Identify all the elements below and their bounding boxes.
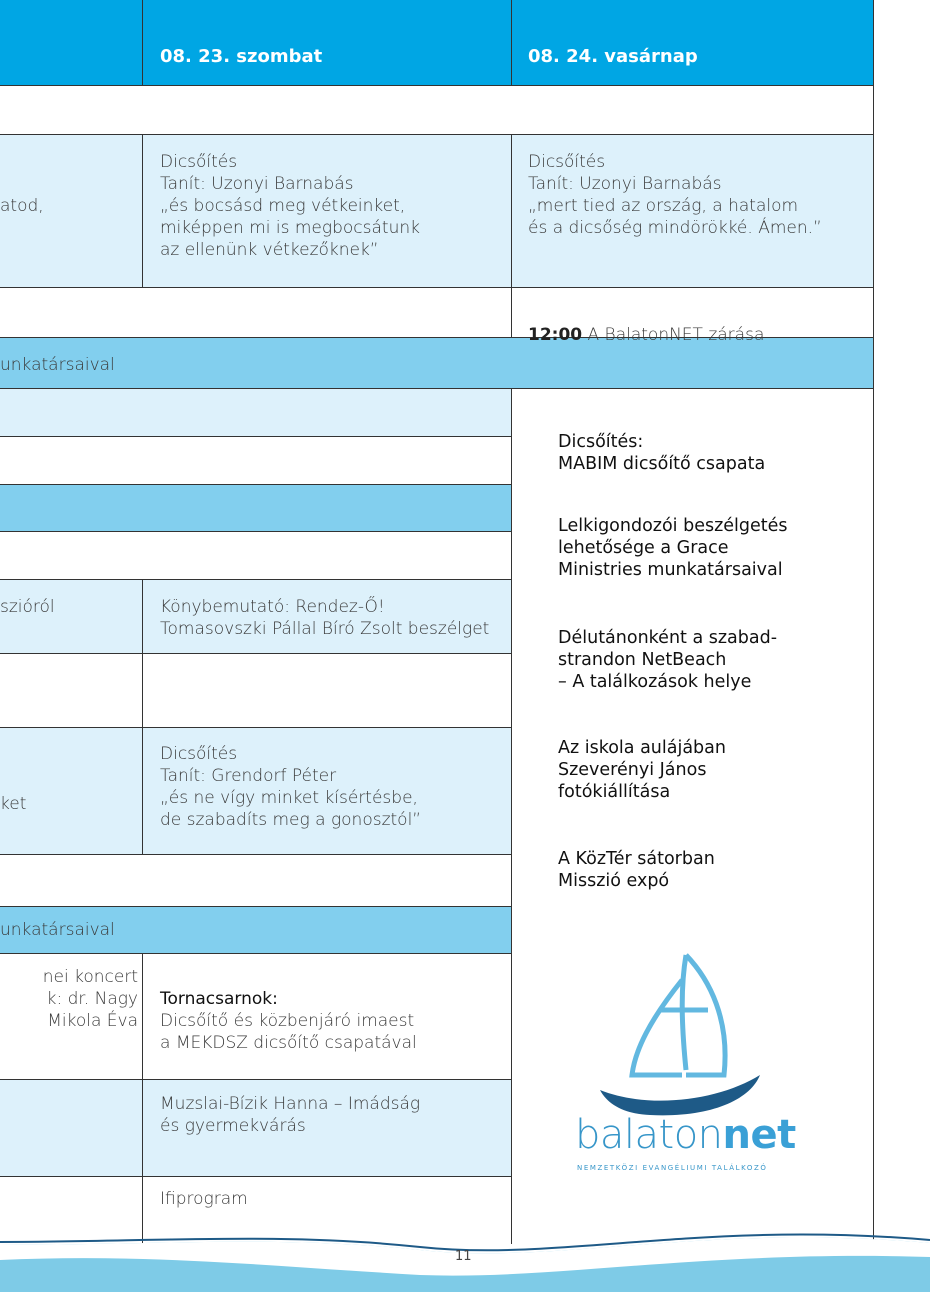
logo-tagline: NEMZETKÖZI EVANGÉLIUMI TALÁLKOZÓ <box>577 1164 768 1172</box>
sidebar-block-counseling: Lelkigondozói beszélgetés lehetősége a Grace Ministries munkatársaival <box>558 516 788 580</box>
closing-time: 12:00 <box>528 325 583 345</box>
band2-fragment: unkatársaival <box>0 920 115 940</box>
row-white-c <box>0 653 512 727</box>
balatonnet-wordmark <box>575 1112 796 1158</box>
prayer-saturday-text: Muzslai-Bízik Hanna – Imádság és gyermekvárás <box>160 1094 421 1136</box>
hall-description: Dicsőítő és közbenjáró imaest a MEKDSZ dicsőítő csapatával <box>160 1011 417 1053</box>
worship-left-fragment: atod, <box>0 196 44 216</box>
band-row-short <box>0 484 512 531</box>
hall-saturday-text <box>160 966 505 1076</box>
wordmark-net: net <box>722 1112 796 1158</box>
sidebar-block-expo: A KözTér sátorban Misszió expó <box>558 849 715 891</box>
row-light-a <box>0 388 512 436</box>
column-header-sunday: 08. 24. vasárnap <box>528 46 698 67</box>
hall-title: Tornacsarnok: <box>160 989 278 1009</box>
worship2-left-fragment: ket <box>0 794 27 814</box>
row-white-a <box>0 436 512 484</box>
schedule-header <box>0 0 874 85</box>
row-white-b <box>0 531 512 579</box>
band1-fragment: unkatársaival <box>0 355 115 375</box>
book-left-fragment: szióról <box>0 597 55 617</box>
closing-text <box>528 302 764 346</box>
worship2-saturday-text: Dicsőítés Tanít: Grendorf Péter „és ne vígy minket kísértésbe, de szabadíts meg a gonosztól” <box>160 744 422 830</box>
closing-label: A BalatonNET zárása <box>582 325 765 345</box>
sidebar-block-netbeach: Délutánonként a szabad- strandon NetBeach – A találkozások helye <box>558 628 778 692</box>
youth-saturday-text: Ifiprogram <box>160 1189 248 1209</box>
balatonnet-boat-logo <box>590 950 770 1135</box>
page-number: 11 <box>455 1249 472 1264</box>
sidebar-block-worship: Dicsőítés: MABIM dicsőítő csapata <box>558 432 766 474</box>
row-white-d <box>0 854 512 906</box>
column-header-saturday: 08. 23. szombat <box>160 46 323 67</box>
worship-saturday-text: Dicsőítés Tanít: Uzonyi Barnabás „és bocsásd meg vétkeinket, miképpen mi is megbocsátunk az ellenünk vétkezőknek” <box>160 152 420 260</box>
book-saturday-text: Könybemutató: Rendez-Ő! Tomasovszki Pállal Bíró Zsolt beszélget <box>160 597 490 639</box>
worship-sunday-text: Dicsőítés Tanít: Uzonyi Barnabás „mert tied az ország, a hatalom és a dicsőség mindörökké. Ámen.” <box>528 152 822 238</box>
wordmark-balaton: balaton <box>575 1112 723 1158</box>
sidebar-block-exhibition: Az iskola aulájában Szeverényi János fotókiállítása <box>558 738 726 802</box>
empty-row <box>0 85 874 134</box>
concert-left-fragment: nei koncert k: dr. Nagy Mikola Éva <box>42 967 138 1031</box>
